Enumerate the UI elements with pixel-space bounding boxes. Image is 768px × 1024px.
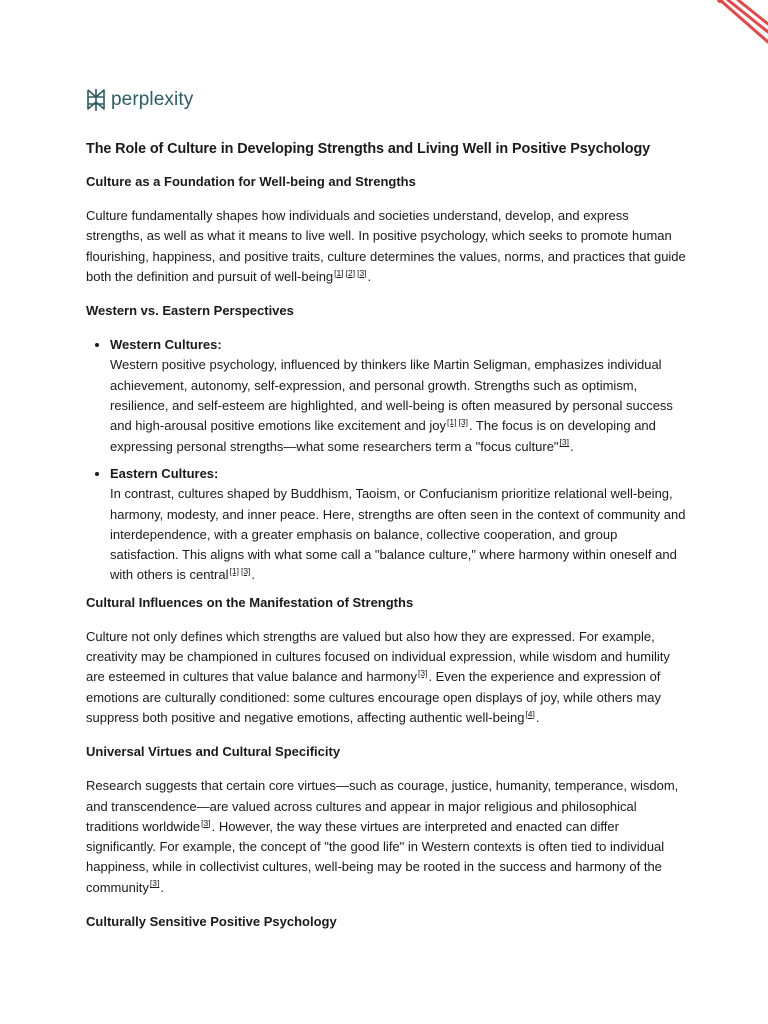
list-item-label: Western Cultures:	[110, 337, 222, 353]
paragraph-end: .	[367, 268, 372, 284]
paragraph-cultural-influences	[86, 627, 686, 728]
brand-name: perplexity	[111, 89, 194, 110]
citation-link[interactable]: [1]	[334, 267, 344, 278]
list-item-end: .	[251, 567, 256, 583]
paragraph-end: .	[160, 879, 164, 895]
citation-link[interactable]: [3]	[149, 878, 160, 889]
paragraph-text: Culture fundamentally shapes how individuals and societies understand, develop, and express strengths, as well as what it means to live well. In positive psychology, which seeks to promote human flourishing, happiness, and positive traits, culture determines the values, norms, and practices that guide both the definition and pursuit of well-being	[86, 208, 686, 284]
list-item-eastern	[110, 464, 686, 586]
document-title: The Role of Culture in Developing Strengths and Living Well in Positive Psychology	[86, 141, 651, 157]
paragraph-text: Research suggests that certain core virtues—such as courage, justice, humanity, temperance, wisdom, and transcendence—are valued across cultures and appear in major religious and philosophical traditions worldwide	[86, 778, 679, 834]
list-item-text: In contrast, cultures shaped by Buddhism, Taoism, or Confucianism prioritize relational well-being, harmony, modesty, and inner peace. Here, strengths are often seen in the context of community and interdependence, with a greater emphasis on balance, collective cooperation, and group satisfaction. This aligns with what some call a "balance culture," where harmony within oneself and with others is central	[110, 486, 686, 583]
paragraph-text: Culture not only defines which strengths are valued but also how they are expressed. For example, creativity may be championed in cultures focused on individual expression, while wisdom and humility are esteemed in cultures that value balance and harmony	[86, 628, 670, 685]
corner-slash-marks	[678, 0, 768, 70]
section-heading-cultural-influences: Cultural Influences on the Manifestation of Strengths	[86, 594, 414, 610]
paragraph-text: . However, the way these virtues are interpreted and enacted can differ significantly. For example, the concept of "the good life" in Western contexts is often tied to individual happiness, while in collectivist cultures, well-being may be rooted in the success and harmony of the community	[86, 818, 665, 895]
citation-link[interactable]: [3]	[357, 267, 367, 278]
paragraph-universal-virtues	[86, 776, 686, 898]
paragraph-end: .	[535, 709, 540, 725]
citation-link[interactable]: [3]	[559, 437, 569, 448]
citation-link[interactable]: [4]	[525, 708, 535, 719]
citation-link[interactable]: [3]	[201, 817, 211, 828]
section-heading-culturally-sensitive: Culturally Sensitive Positive Psychology	[86, 914, 337, 930]
citation-link[interactable]: [1]	[229, 566, 239, 577]
citation-link[interactable]: [3]	[240, 566, 251, 577]
paragraph-text: . Even the experience and expression of emotions are culturally conditioned: some cultures encourage open displays of joy, while others may suppress both positive and negative emotions, affecting authentic well-being	[86, 669, 661, 725]
paragraph-culture-foundation	[86, 206, 686, 287]
citation-link[interactable]: [2]	[345, 267, 356, 278]
citation-link[interactable]: [3]	[417, 668, 428, 679]
perplexity-logo	[86, 88, 193, 112]
citation-link[interactable]: [1]	[447, 417, 457, 428]
list-item-end: .	[570, 438, 574, 454]
list-item-label: Eastern Cultures:	[110, 465, 219, 481]
section-heading-culture-foundation: Culture as a Foundation for Well-being and Strengths	[86, 174, 416, 189]
list-item-western	[110, 335, 686, 457]
perplexity-logo-icon	[86, 88, 106, 112]
list-item-text: . The focus is on developing and expressing personal strengths—what some researchers term a "focus culture"	[110, 418, 656, 454]
section-heading-universal-virtues: Universal Virtues and Cultural Specificity	[86, 744, 341, 760]
section-heading-western-eastern: Western vs. Eastern Perspectives	[86, 303, 294, 319]
perspectives-list	[86, 335, 686, 586]
citation-link[interactable]: [3]	[458, 417, 468, 428]
list-item-text: Western positive psychology, influenced by thinkers like Martin Seligman, emphasizes individual achievement, autonomy, self-expression, and personal growth. Strengths such as optimism, resilience, and self-esteem are highlighted, and well-being is often measured by personal success and high-arousal positive emotions like excitement and joy	[110, 357, 673, 434]
document-body	[86, 139, 686, 932]
